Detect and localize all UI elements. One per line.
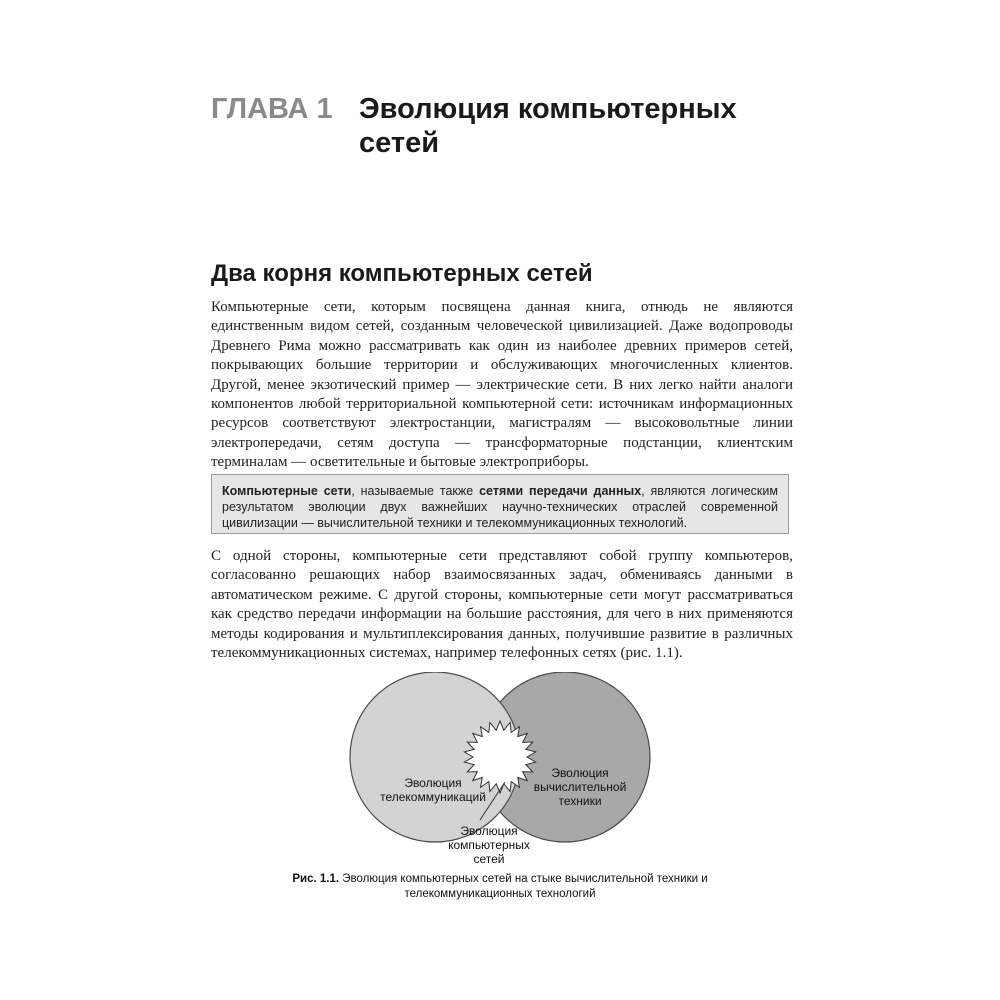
caption-number: Рис. 1.1. xyxy=(292,873,340,885)
definition-text-rest: , являются логическим результатом эволюции двух важнейших научно-технических отраслей современной цивилизации — вычислительной техники и телекоммуникационных технологий. xyxy=(222,484,778,530)
section-title: Два корня компьютерных сетей xyxy=(211,260,593,287)
definition-text-part: , называемые также xyxy=(351,484,480,498)
label-network-evolution: Эволюция компьютерных сетей xyxy=(448,824,530,866)
caption-text: Эволюция компьютерных сетей на стыке вычислительной техники и телекоммуникационных технологий xyxy=(339,873,708,900)
paragraph-two-sides: С одной стороны, компьютерные сети представляют собой группу компьютеров, согласованно решающих набор взаимосвязанных задач, обмениваясь данными в автоматическом режиме. С другой стороны, компьютерные сети могут рассматриваться как средство передачи информации на большие расстояния, для чего в них применяются методы кодирования и мультиплексирования данных, получившие развитие в различных телекоммуникационных системах, например телефонных сетях (рис. 1.1). xyxy=(211,548,793,662)
label-telecom-evolution: Эволюция телекоммуникаций xyxy=(380,776,486,804)
figure-caption xyxy=(260,872,740,902)
definition-term-data-networks: сетями передачи данных xyxy=(479,484,642,498)
label-computing-evolution: Эволюция вычислительной техники xyxy=(533,766,627,808)
figure-venn-diagram xyxy=(340,672,660,872)
chapter-number: ГЛАВА 1 xyxy=(211,93,333,125)
definition-box xyxy=(211,474,789,534)
paragraph-intro: Компьютерные сети, которым посвящена данная книга, отнюдь не являются единственным видом сетей, созданным человеческой цивилизацией. Даже водопроводы Древнего Рима можно рассматривать как один из наиболее древних примеров сетей, покрывающих большие территории и обслуживающих многочисленных клиентов. Другой, менее экзотический пример — электрические сети. В них легко найти аналоги компонентов любой территориальной компьютерной сети: источникам информационных ресурсов соответствуют электростанции, магистралям — высоковольтные линии электропередачи, сетям доступа — трансформаторные подстанции, клиентским терминалам — осветительные и бытовые электроприборы. xyxy=(211,299,793,471)
definition-term-computer-networks: Компьютерные сети xyxy=(222,484,352,498)
chapter-title: Эволюция компьютерных сетей xyxy=(359,93,737,159)
